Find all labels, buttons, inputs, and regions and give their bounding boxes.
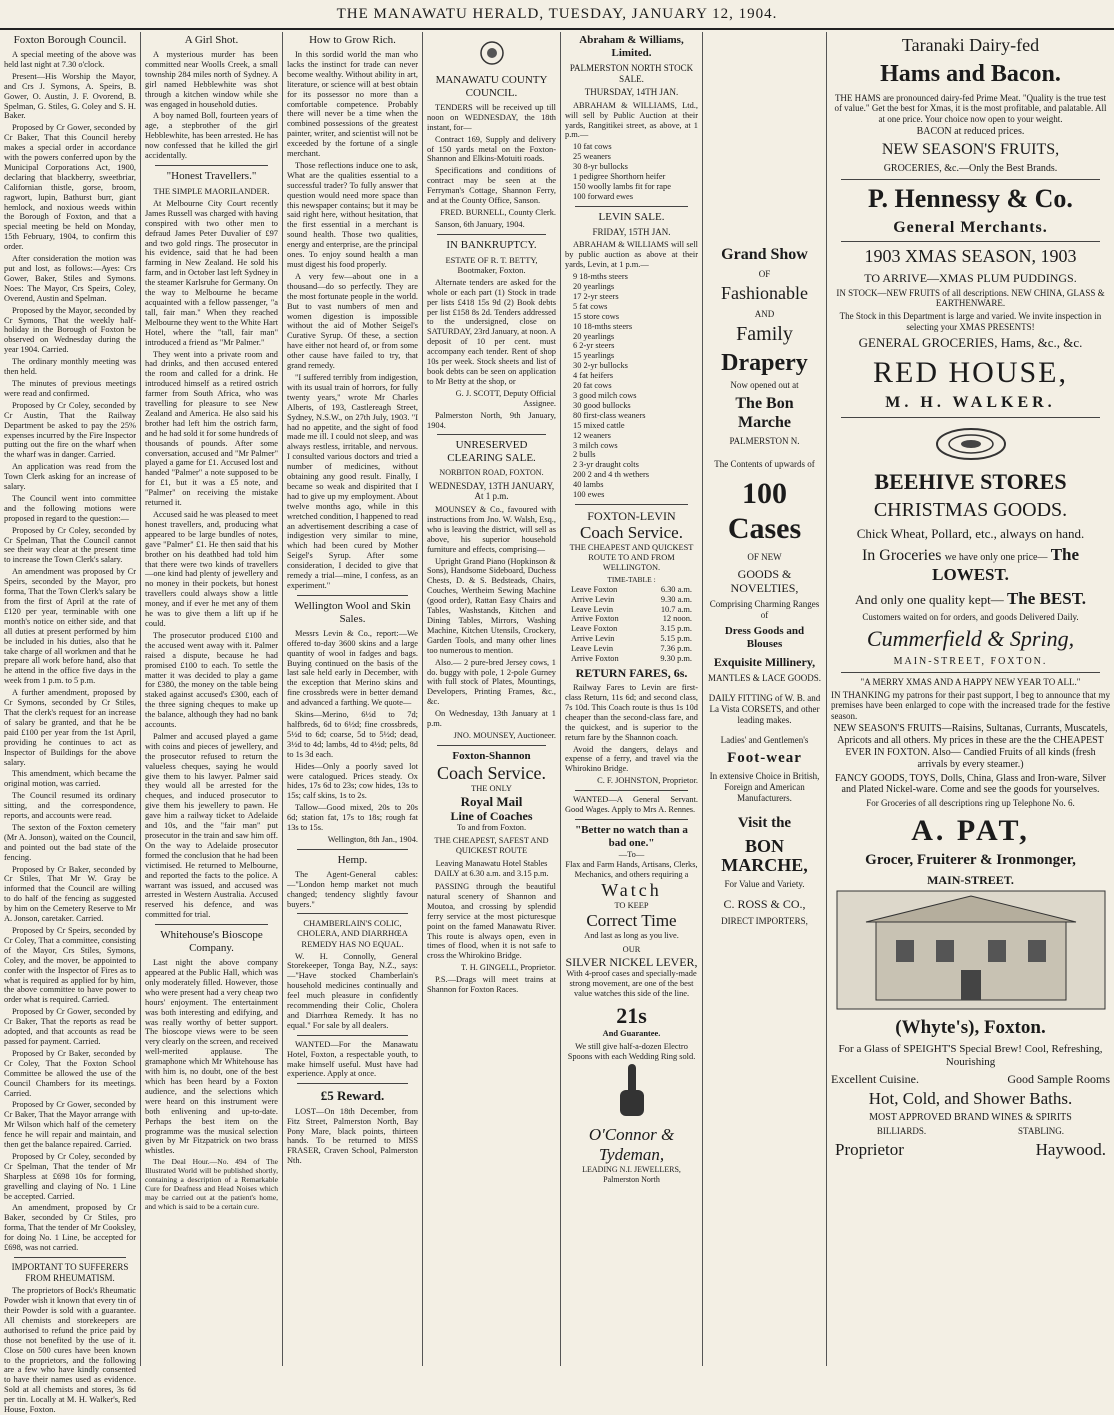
divider (297, 849, 408, 850)
bankruptcy-head: IN BANKRUPTCY. (446, 238, 537, 251)
watch-spoons: We still give half-a-dozen Electro Spoons with each Wedding Ring sold. (567, 1042, 696, 1062)
watch-guarantee: And Guarantee. (602, 1028, 661, 1038)
wanted-ad: WANTED—A General Servant. Good Wages. Apply to Mrs A. Rennes. (565, 795, 698, 815)
list-item: 25 weaners (573, 152, 611, 162)
council-paragraph: Proposed by Cr Speirs, seconded by Cr Coley, That a committee, consisting of the Mayor, Crs Stiles, Symons, Coley, and the mover, be appointed to confer with the Inspector of Fires as to what is required as applied for by him, the above committee to have power to order what is required. Carried. (4, 926, 136, 1005)
timetable (565, 585, 698, 664)
list-item: 2 bulls (573, 450, 596, 460)
levin-head: LEVIN SALE. (598, 210, 665, 223)
paragraph: A boy named Boll, fourteen years of age, a stepbrother of the girl Hebblewhite, has been arrested. He has now confessed that he killed the girl accidentally. (145, 111, 278, 161)
list-item: 30 good bullocks (573, 400, 631, 410)
watch-flax: Flax and Farm Hands, Artisans, Clerks, Mechanics, and others requiring a (565, 859, 698, 879)
signature: T. H. GINGELL, Proprietor. (461, 963, 556, 973)
council-paragraph: Proposed by Cr Coley, seconded by Cr Spelman, That the tender of Mr Sharpless at £698 10s for forming, gravelling and claying of No. 1 Line be accepted. Carried. (4, 1151, 136, 1201)
haywood: Haywood. (1035, 1139, 1106, 1159)
timetable-time: 5.15 p.m. (660, 634, 692, 644)
list-item: 2 3-yr draught colts (573, 460, 639, 470)
hams-bacon: Hams and Bacon. (880, 61, 1061, 88)
paragraph: ABRAHAM & WILLIAMS, Ltd., will sell by Public Auction at their yards, Rangitikei street, as above, at 1 p.m.— (565, 100, 698, 140)
chamberlain-head: CHAMBERLAIN'S COLIC, CHOLERA, AND DIARRHŒA REMEDY HAS NO EQUAL. (297, 918, 408, 949)
council-paragraph: An amendment, proposed by Cr Baker, seconded by Cr Stiles, pro forma, That the tender of Mr Cooksley, for doing No. 1 Line, be accepted for £698, was not carried. (4, 1203, 136, 1253)
timetable-stop: Leave Foxton (571, 624, 618, 634)
coach-ad (427, 750, 556, 879)
wanted-ad: WANTED—For the Manawatu Hotel, Foxton, a respectable youth, to make himself useful. Must have had experience. Apply at once. (287, 1039, 418, 1079)
arrive: TO ARRIVE—XMAS PLUM PUDDINGS. (864, 270, 1077, 285)
mantles: MANTLES & LACE GOODS. (707, 672, 821, 683)
timetable-time: 6.30 a.m. (660, 584, 692, 594)
quality-line (831, 589, 1110, 609)
divider (575, 206, 688, 207)
council-paragraph: An application was read from the Town Clerk asking for an increase of salary. (4, 462, 136, 492)
divider (841, 417, 1100, 418)
walker: M. H. WALKER. (885, 393, 1056, 411)
family: Family (736, 323, 793, 346)
column-merchants (826, 32, 1114, 1366)
thanking: IN THANKING my patrons for their past support, I beg to announce that my premises have been enlarged to cope with the increased trade for the festive season. (831, 689, 1110, 721)
hemp-title: Hemp. (337, 853, 368, 866)
timetable-time: 7.36 p.m. (660, 644, 692, 654)
column-grow-rich (282, 32, 422, 1366)
sale-place: NORBITON ROAD, FOXTON. (439, 468, 544, 478)
watch-price: 21s (616, 1002, 647, 1028)
paragraph: The Deal Hour.—No. 494 of The Illustrated World will be published shortly, containing a description of a Remarkable Cure for Deafness and Head Noises which may be carried out at the patient's home, and which is said to be a certain cure. (145, 1157, 278, 1211)
divider (575, 790, 688, 791)
story-paragraph: At Melbourne City Court recently James Russell was charged with having conspired with two other men to defraud James Peter Duvalier of £97 and two gold rings. The prosecutor in his evidence, said that he had been farming in New Zealand. He sold his farm, and in October last left Sydney in the steamer Karlsruhe for Germany. On the way to Melbourne he became acquainted with a fellow passenger, "a tall, fair man." When they reached Melbourne they went to the White Hart Hotel, where the "tall, fair man" introduced a friend as "Mr Palmer." (145, 198, 278, 347)
paragraph: Skins—Merino, 6½d to 7d; halfbreds, 6d to 6½d; fine crossbreds, 5½d to 6d; coarse, 5d to 5½d; dead, 3½d to 4d; lambs, 4d to 4½d; pelts, 8d to 1s 3d each. (287, 710, 418, 759)
list-item: 3 milch cows (573, 440, 618, 450)
watch-word: Watch (601, 879, 662, 900)
levin-list (565, 272, 698, 500)
coach-leaving: Leaving Manawatu Hotel Stables DAILY at 6.30 a.m. and 3.15 p.m. (434, 859, 549, 879)
bacon: BACON at reduced prices. (916, 126, 1025, 138)
coach-only: THE ONLY (471, 784, 512, 794)
paragraph: Those reflections induce one to ask, What are the qualities essential to a successful trader? To fully answer that question would need more space than this newspaper contains; but it may be said right here, without hesitation, that the first essential in a merchant is sound health. Those two qualities, energy and enterprise, are the principal ones. To enjoy sound health a man must digest his food properly. (287, 160, 418, 269)
council-paragraph: Proposed by Cr Baker, seconded by Cr Stiles, That Mr W. Gray be informed that the Council are willing to do half of the fencing as suggested by him on the Cemetery Reserve to Mr A. Jonson, caretaker. Carried. (4, 864, 136, 924)
council-paragraph: This amendment, which became the original motion, was carried. (4, 769, 136, 789)
estate: ESTATE OF R. T. BETTY, Bootmaker, Foxton. (445, 254, 538, 275)
merry-xmas: "A MERRY XMAS AND A HAPPY NEW YEAR TO ALL." (860, 676, 1081, 687)
timetable-stop: Arrive Foxton (571, 614, 619, 624)
list-item: 5 fat cows (573, 301, 608, 311)
council-paragraph: A further amendment, proposed by Cr Symons, seconded by Cr Stiles, That the clerk's request for an increase of salary be granted, and that he be paid £100 per year from the 1st April, providing he continues to act as Inspector of Buildings for the above salary. (4, 688, 136, 767)
story-paragraph: Accused said he was pleased to meet honest travellers, and, producing what appeared to be large bundles of notes, gave "Palmer" £1. He then said that his brother on his deathbed had told him that there were two kinds of travellers—one kind had plenty of jewellery and no money in their pockets, but honest travellers could always show a little money, and if ever he met any of them he was to give them a lift up if he could. (145, 510, 278, 628)
masthead: THE MANAWATU HERALD, TUESDAY, JANUARY 12, 1904. (0, 0, 1114, 30)
oconnor: O'Connor & Tydeman, (588, 1125, 675, 1165)
honest-story (145, 199, 278, 920)
council-paragraph: Proposed by Cr Baker, seconded by Cr Coley, That the Foxton School Committee be allowed the use of the Council Chambers for its meetings. Carried. (4, 1048, 136, 1098)
timetable-stop: Leave Levin (571, 644, 614, 654)
visit: Visit the (737, 815, 792, 832)
coach-big: Coach Service. (437, 762, 546, 783)
timetable-stop: Arrive Levin (571, 634, 615, 644)
paragraph: Contract 169, Supply and delivery of 150 yards metal on the Foxton-Shannon and Elkins-Motuiti roads. (427, 134, 556, 164)
hotel-illustration (836, 890, 1106, 1010)
watch-to: —To— (618, 849, 645, 859)
cummerfield: Cummerfield & Spring, (866, 626, 1075, 652)
christmas-goods: CHRISTMAS GOODS. (873, 498, 1068, 521)
rheum-text: The proprietors of Bock's Rheumatic Powder wish it known that every tin of their Powder is sold with a guarantee. All chemists and storekeepers are authorised to refund the price paid by those not benefited by the use of it. Close on 500 cures have been known to the proprietors, and the following are a few who have kindly consented to have their names used as evidence. Sold at all chemists and stores, 3s 6d per tin. Locally at M. H. Walker's, Red House, Foxton. (4, 1286, 136, 1415)
bioscope-title: Whitehouse's Bioscope Company. (160, 929, 263, 955)
timetable-time: 12 noon. (662, 614, 692, 624)
main-street-2: MAIN-STREET. (927, 872, 1014, 887)
divider (437, 745, 546, 746)
fancy-goods: FANCY GOODS, TOYS, Dolls, China, Glass and Iron-ware, Silver and Plated Nickel-ware. Come and see the goods for yourselves. (834, 772, 1106, 796)
paragraph: Tallow—Good mixed, 20s to 20s 6d; station fat, 17s to 18s; rough fat 13s to 15s. (287, 803, 418, 833)
list-item: 15 mixed cattle (573, 420, 625, 430)
bon-marche-2: BON MARCHE, (721, 835, 808, 875)
list-item: 20 fat cows (573, 381, 612, 391)
column-notices (422, 32, 560, 1366)
timetable-time: 3.15 p.m. (660, 624, 692, 634)
timetable-title: TIME-TABLE : (607, 574, 656, 584)
red-house: RED HOUSE, (872, 355, 1068, 389)
sale-date: WEDNESDAY, 13TH JANUARY, At 1 p.m. (428, 480, 555, 502)
column-council (0, 32, 140, 1415)
signature: JNO. MOUNSEY, Auctioneer. (453, 730, 556, 740)
paragraph: Wellington, 8th Jan., 1904. (327, 834, 418, 844)
in-stock: IN STOCK—NEW FRUITS of all descriptions. NEW CHINA, GLASS & EARTHENWARE. (836, 287, 1105, 309)
stock-department: The Stock in this Department is large and varied. We invite inspection in selecting your XMAS PRESENTS! (839, 311, 1102, 332)
best: The BEST. (1006, 588, 1087, 608)
divider (297, 1035, 408, 1036)
paragraph: PASSING through the beautiful natural scenery of Shannon and Moutoa, and crossing by splendid ferry service at the most picturesque point on the famed Manawatu River. This route is always open, even in times of flood, when it is not safe to cross the Whirokino Bridge. (427, 881, 556, 961)
watch-slogan: "Better no watch than a bad one." (575, 824, 688, 849)
council-paragraph: Proposed by Cr Coley, seconded by Cr Spelman, That the Council cannot see their way clear at the present time to increase the Town Clerk's salary. (4, 525, 136, 565)
council-paragraph: After consideration the motion was put and lost, as follows:—Ayes: Crs Gower, Baker, Stiles and Symons. Noes: The Mayor, Crs Speirs, Coley, Overend, Austin and Spelman. (4, 254, 136, 303)
list-item: 80 first-class weaners (573, 410, 646, 420)
paragraph: W. H. Connolly, General Storekeeper, Tonga Bay, N.Z., says:—"Have stocked Chamberlain's household medicines continually and feel much pleasure in confidently recommending their Colic, Cholera and Diarrhœa Remedy. It has no equal." For sale by all dealers. (287, 951, 418, 1030)
council-paragraph: The Council resumed its ordinary sitting, and the correspondence, reports, and accounts were read. (4, 791, 136, 821)
we-only: we have only one price— (944, 551, 1048, 563)
general-merchants: General Merchants. (893, 218, 1048, 236)
baths: Hot, Cold, and Shower Baths. (868, 1089, 1073, 1109)
timetable-row (565, 595, 698, 605)
council-paragraph: Proposed by Cr Gower, seconded by Cr Baker, That the Mayor arrange with Mr Wilson which half of the cemetery fence he will repair and maintain, and then get the balance repaired. Carried. (4, 1100, 136, 1150)
list-item: 12 weaners (573, 430, 611, 440)
coach-royal: Royal Mail (460, 793, 523, 809)
hennessy: P. Hennessy & Co. (868, 183, 1073, 213)
watch-correct: Correct Time (586, 910, 677, 930)
of-new: OF NEW (747, 552, 782, 563)
paragraph: Alternate tenders are asked for the whole or each part (1) Stock in trade per lists £418 15s 9d (2) Book debts per list £158 8s 2d. Tenders addressed to the undersigned, close on SATURDAY, 23rd January, at noon. A deposit of 10 per cent. must accompany each tender. Rent of shop 10s per week. Stock sheets and list of book debts can be seen on application to Mr Betty at the shop, or (427, 277, 556, 386)
divider (155, 165, 268, 166)
signature: C. F. JOHNSTON, Proprietor. (597, 776, 698, 786)
grand-show: Grand Show (721, 246, 808, 263)
goods-novelties: GOODS & NOVELTIES, (730, 567, 799, 596)
council-paragraph: Proposed by Cr Gower, seconded by Cr Baker, That the reports as read be adopted, and that accounts as read be passed for payment. Carried. (4, 1007, 136, 1046)
divider (297, 1083, 408, 1084)
paragraph: Upright Grand Piano (Hopkinson & Sons), Handsome Sideboard, Duchess Chests, D. & S. Bedsteads, Chairs, Couches, Wertheim Sewing Machine (good order), Rattan Easy Chairs and Tables, Washstands, Kitchen and Dining Tables, Mirrors, Washing Machine, Kitchen Utensils, Crockery, Garden Tools, and many other lines too numerous to mention. (427, 556, 556, 655)
lowest: The LOWEST. (932, 544, 1080, 585)
and-only: And only one quality kept— (854, 591, 1004, 607)
direct-importers: DIRECT IMPORTERS, (721, 915, 808, 926)
council-paragraphs (4, 50, 136, 1253)
paragraph: A mysterious murder has been committed near Woolls Creek, a small township 284 miles north of Sydney. A girl named Hebblewhite was shot through a kitchen window while she was engaged in household duties. (145, 49, 278, 109)
paragraph: Last night the above company appeared at the Public Hall, which was only moderately filled. However, those who were present had a very cheap two hours' enjoyment. The entertainment was both interesting and edifying, and was really worthy of better support. The bioscope views were to be seen very clearly on the screen, and received well-merited applause. The gramaphone which Mr Whitehouse has with him is, no doubt, one of the best which has been heard by a Foxton audience, and the selections which were heard on this instrument were both enlivening and up-to-date. Perhaps the best item on the programme was the musical selection given by Mr Fitzpatrick on two brass whistles. (145, 958, 278, 1156)
reward-text: LOST—On 18th December, from Fitz Street, Palmerston North, Bay Pony Mare, black points, thirteen hands. To be returned to MISS FRASER, Craven School, Palmerston Nth. (287, 1106, 418, 1166)
council-paragraph: Proposed by the Mayor, seconded by Cr Symons, That the weekly half-holiday in the Borough of Foxton be observed on Wednesday during the year 1904. Carried. (4, 305, 136, 355)
paragraph: Messrs Levin & Co., report:—We offered to-day 3600 skins and a large quantity of wool in fadges and bags. Buying continued on the basis of the last sale held early in December, with the exception that Merino skins and fine crossbreds were in better demand and advanced a farthing. We quote— (287, 628, 418, 708)
ladies: Ladies' and Gentlemen's (720, 735, 809, 746)
rheum-head: IMPORTANT TO SUFFERERS FROM RHEUMATISM. (11, 1262, 129, 1283)
paragraph: TENDERS will be received up till noon on WEDNESDAY, the 18th instant, for— (427, 102, 556, 132)
paragraph: ABRAHAM & WILLIAMS will sell by public auction as above at their yards, Levin, at 1 p.m.— (565, 240, 698, 270)
firm: Abraham & Williams, Limited. (579, 34, 684, 59)
beehive-icon (911, 422, 1031, 462)
council-paragraph: Proposed by Cr Coley, seconded by Cr Austin, That the Railway Department be asked to pay the 25% expenses incurred by the Fire Inspector putting out the fire on the wharf when the wharf was in danger. Carried. (4, 400, 136, 460)
billiards: BILLIARDS. (876, 1126, 927, 1137)
stock-list (565, 142, 698, 201)
beehive-stores: BEEHIVE STORES (874, 468, 1067, 494)
coach-to: To and from Foxton. (456, 823, 527, 833)
wool-title: Wellington Wool and Skin Sales. (294, 599, 411, 625)
dress-goods: Dress Goods and Blouses (724, 624, 805, 650)
of: OF (758, 268, 771, 279)
timetable-row (565, 634, 698, 644)
levin-date: FRIDAY, 15TH JAN. (592, 226, 671, 237)
grocer: Grocer, Fruiterer & Ironmonger, (865, 852, 1076, 869)
list-item: 4 fat heifers (573, 371, 613, 381)
divider (575, 504, 688, 505)
paragraph: MOUNSEY & Co., favoured with instructions from Jno. W. Walsh, Esq., who is leaving the district, will sell as above, his superior household furniture and effects, comprising— (427, 505, 556, 554)
timetable-time: 9.30 a.m. (660, 594, 692, 604)
divider (575, 819, 688, 820)
pointing-hand-icon (612, 1062, 652, 1122)
list-item: 150 woolly lambs fit for rape (573, 182, 671, 192)
stabling: STABLING. (1018, 1126, 1065, 1137)
list-item: 1 pedigree Shorthorn heifer (573, 172, 666, 182)
rich-title: How to Grow Rich. (309, 34, 396, 46)
divider (297, 913, 408, 914)
fashionable: Fashionable (721, 283, 808, 304)
watch-with: With 4-proof cases and specially-made strong movement, are one of the best value watches this side of the line. (566, 968, 697, 998)
list-item: 100 forward ewes (573, 191, 633, 201)
list-item: 100 ewes (573, 490, 605, 500)
council-head: MANAWATU COUNTY COUNCIL. (435, 74, 548, 99)
fares: RETURN FARES, 6s. (575, 665, 688, 680)
list-item: 20 yearlings (573, 282, 615, 292)
coach-head: FOXTON-LEVIN (587, 508, 676, 523)
cuisine: Excellent Cuisine. (831, 1072, 919, 1087)
list-item: 6 2-yr steers (573, 341, 615, 351)
story-paragraph: The prosecutor produced £100 and the accused went away with it. Palmer raised a dispute, because he had promised £100 to each. To settle the matter it was decided to play a game for £380, the money on the table being staked against accused's £300, each of the three signing cheques to make up the balance, although they had no bank accounts. (145, 630, 278, 730)
list-item: 10 fat cows (573, 142, 612, 152)
stock-head: PALMERSTON NORTH STOCK SALE. (569, 62, 694, 84)
list-item: 20 yearlings (573, 331, 615, 341)
paragraph: P.S.—Drags will meet trains at Shannon for Foxton Races. (427, 975, 556, 995)
paragraph: A very few—about one in a thousand—do so perfectly. They are the most fortunate people in the world. But to vast numbers of men and women digestion is impossible without the aid of Mother Seigel's Curative Syrup. Of these, a section have either not heard of, or from some other cause have failed to try, that grand remedy. (287, 271, 418, 371)
stock-date: THURSDAY, 14TH JAN. (584, 87, 679, 98)
timetable-time: 9.30 p.m. (660, 654, 692, 664)
council-paragraph: A special meeting of the above was held last night at 7.30 o'clock. (4, 49, 136, 69)
proprietor-line (831, 1140, 1110, 1160)
timetable-time: 10.7 a.m. (660, 604, 692, 614)
council-paragraph: Present—His Worship the Mayor, and Crs J. Symons, A. Speirs, B. Gower, O. Austin, J. F. Ovorend, B. Spelman, G. Stiles, G. Coley and S. H. Baker. (4, 71, 136, 121)
column-bon-marche (702, 32, 826, 1366)
and: AND (754, 308, 775, 319)
council-title: Foxton Borough Council. (13, 34, 127, 46)
levin-coach-ad (565, 509, 698, 585)
divider (841, 672, 1100, 673)
billiards-line (831, 1126, 1110, 1137)
sale-head: UNRESERVED CLEARING SALE. (447, 439, 536, 465)
divider (841, 241, 1100, 242)
jewellers: LEADING N.I. JEWELLERS, Palmerston North (582, 1165, 681, 1184)
watch-our: OUR (622, 944, 641, 954)
divider (14, 1257, 126, 1258)
council-paragraph: The minutes of previous meetings were read and confirmed. (4, 378, 136, 398)
cuisine-line (831, 1072, 1110, 1086)
paragraph: Also.— 2 pure-bred Jersey cows, 1 do. buggy with pole, 1 2-pole Gurney with full stock of Plates, Mountings, Developers, Printing Frames, &c., &c. (427, 657, 556, 707)
watch-keep: TO KEEP (614, 900, 649, 910)
groceries: GROCERIES, &c.—Only the Best Brands. (883, 163, 1058, 175)
story-paragraph: They went into a private room and had drinks, and then accused entered the room and called for a drink. He introduced himself as a retired ostrich farmer from South Africa, who was travelling for pleasure to see New Zealand and America. He also said his brother had left him the ostrich farm, and he had sold it for some hundreds of thousands of pounds. After some conversation, accused and "Mr Palmer" played a game for £1. Accused lost and handed "Palmer" a note supposed to be for £1, but it was a £5 note, and "Palmer" on receiving the mistake returned it. (145, 349, 278, 508)
coach-big: Coach Service. (580, 523, 683, 543)
date: Sanson, 6th January, 1904. (435, 219, 525, 229)
timetable-row (565, 614, 698, 624)
main-street: MAIN-STREET, FOXTON. (893, 656, 1048, 668)
honest-sub: THE SIMPLE MAORILANDER. (153, 185, 270, 196)
list-item: 200 2 and 4 th wethers (573, 470, 650, 480)
list-item: 9 18-mths steers (573, 272, 628, 282)
timetable-row (565, 654, 698, 664)
general-groceries: GENERAL GROCERIES, Hams, &c., &c. (858, 335, 1083, 351)
sample-rooms: Good Sample Rooms (1007, 1072, 1110, 1087)
timetable-row (565, 624, 698, 634)
proprietor: Proprietor (835, 1139, 904, 1159)
signature: G. J. SCOTT, Deputy Official Assignee. (455, 388, 556, 408)
date: Palmerston North, 9th January, 1904. (427, 410, 556, 430)
story-paragraph: Palmer and accused played a game with coins and pieces of jewellery, and the prosecutor refused to return the valueless cheques, saying he would give them to his lawyer. Palmer said they would all be arrested for the cheques, and induced prosecutor to give them his jewellery to pawn. He gave him a railway ticket to Adelaide and 10s, and the "fair man" put prosecutor in the train and saw him off. On the way to Adelaide prosecutor formed the conclusion that he had been victimised. He returned to Melbourne, and reported the facts to the police. A warrant was issued, and accused was arrested in Western Australia. Accused reserved his defence, and was committed for trial. (145, 731, 278, 920)
coach-head: Foxton-Shannon (452, 749, 531, 762)
ross: C. ROSS & CO., (723, 897, 806, 912)
council-paragraph: The sexton of the Foxton cemetery (Mr A. Jonson), waited on the Council, and pointed out the bad state of the fencing. (4, 822, 136, 862)
new-season-fruits: NEW SEASON'S FRUITS—Raisins, Sultanas, Currants, Muscatels, Apricots and all others. My prices in these are the the CHEAPEST EVER IN FOXTON. Also— Candied Fruits of all kinds (fresh arrivals by every steamer.) (833, 723, 1108, 770)
divider (437, 234, 546, 235)
list-item: 17 2-yr steers (573, 291, 619, 301)
column-stock (560, 32, 702, 1366)
paragraph: Hides—Only a poorly saved lot were catalogued. Prices steady. Ox hides, 17s 6d to 23s; cow hides, 13s to 15s; calf skins, 1s to 2s. (287, 761, 418, 801)
list-item: 30 8-yr bullocks (573, 162, 628, 172)
bon-marche: The Bon Marche (735, 394, 794, 431)
contents: The Contents of upwards of (714, 459, 815, 470)
paragraph: Avoid the dangers, delays and expense of a ferry, and travel via the Whirokino Bridge. (565, 744, 698, 774)
divider (841, 179, 1100, 180)
timetable-row (565, 644, 698, 654)
crest-icon (472, 38, 512, 68)
signature: FRED. BURNELL, County Clerk. (440, 208, 556, 217)
council-paragraph: The Council went into committee and the following motions were proposed in regard to the question:— (4, 493, 136, 523)
comprising: Comprising Charming Ranges of (709, 599, 820, 620)
timetable-stop: Leave Levin (571, 604, 614, 614)
watch-last: And last as long as you live. (584, 930, 679, 940)
paragraph: On Wednesday, 13th January at 1 p.m. (427, 709, 556, 729)
reward-title: £5 Reward. (320, 1088, 385, 1104)
groceries-line (831, 545, 1110, 586)
paragraph: In this sordid world the man who lacks the instinct for trade can never become wealthy. Without ability in art, literature, or science will at best obtain for its possessor no more than a comfortable competence. Probably there will never be a time when the combined possessions of the greatest painter, writer, and scientist will not be exceeded by the fortune of a single merchant. (287, 49, 418, 159)
footwear: Foot-wear (727, 749, 802, 766)
divider (297, 595, 408, 596)
watch-ad (565, 824, 698, 1184)
timetable-stop: Leave Foxton (571, 584, 618, 594)
coach-sub: THE CHEAPEST AND QUICKEST ROUTE TO AND FROM WELLINGTON. (569, 543, 694, 572)
list-item: 3 good milch cows (573, 391, 637, 400)
drapery: Drapery (721, 349, 808, 376)
divider (155, 924, 268, 925)
divider (437, 434, 546, 435)
in-groceries: In Groceries (861, 546, 942, 564)
corsets: DAILY FITTING of W. B. and La Vista CORSETS, and other leading makes. (708, 693, 821, 725)
paragraph: Railway Fares to Levin are first-class Return, 11s 6d; and second class, 7s 10d. This Coach route is thus 1s 10d cheaper than the second-class fare, and the quickest, and is superior to the return fare by the Shannon coach. (565, 683, 698, 742)
honest-title: "Honest Travellers." (166, 169, 257, 182)
council-paragraph: Proposed by Cr Gower, seconded by Cr Baker, That this Council hereby makes a special order in accordance with the powers conferred upon by the Municipal Corporations Act, 1900, declaring that blackberry, sweetbriar, Californian thistle, gorse, broom, ragwort, lupin, Bathurst burr, giant hemlock, and noxious weeds within the Borough of Foxton, and that a special meeting be held on Monday, 15th February, 1904, to confirm this order. (4, 123, 136, 252)
paragraph: Specifications and conditions of contract may be seen at the Ferryman's Cottage, Shannon Ferry, and at the County Office, Sanson. (427, 166, 556, 206)
coach-cheapest: THE CHEAPEST, SAFEST AND QUICKEST ROUTE (434, 836, 549, 856)
girl-title: A Girl Shot. (184, 34, 239, 46)
xmas-season: 1903 XMAS SEASON, 1903 (864, 246, 1077, 267)
value: For Value and Variety. (724, 878, 805, 889)
taranaki: Taranaki Dairy-fed (901, 35, 1040, 55)
ring-up: For Groceries of all descriptions ring up Telephone No. 6. (866, 798, 1075, 809)
paragraph: "I suffered terribly from indigestion, with its usual train of horrors, for fully twenty years," wrote Mr Charles Alberts, of 193, Castlereagh Street, Sydney, N.S.W., on 27th July, 1903. "I had no appetite, and the sight of food made me ill. I could not sleep, and was always restless, irritable, and nervous. I consulted various doctors and tried a number of medicines, without obtaining any good result. Finally, I became so weak and dispirited that I had to give up my employment. About twelve months ago, while in this wretched condition, I happened to read an advertisement describing a case of indigestion very similar to mine, which had been cured by Mother Seigel's Syrup. After some consideration, I decided to give that remedy a trial—mine, I confess, as an experiment." (287, 372, 418, 590)
whytes: (Whyte's), Foxton. (895, 1016, 1046, 1038)
extensive: In extensive Choice in British, Foreign and American Manufacturers. (709, 771, 820, 803)
list-item: 15 yearlings (573, 351, 615, 361)
timetable-stop: Arrive Foxton (571, 654, 619, 664)
a-pat: A. PAT, (911, 813, 1030, 847)
hundred-cases: 100 Cases (727, 476, 802, 546)
speights: For a Glass of SPEIGHT'S Special Brew! Cool, Refreshing, Nourishing (838, 1043, 1103, 1069)
timetable-row (565, 585, 698, 595)
watch-silver: SILVER NICKEL LEVER, (565, 954, 698, 969)
timetable-row (565, 605, 698, 615)
list-item: 15 store cows (573, 311, 620, 321)
paragraph: The Agent-General cables:—"London hemp market not much changed; tendency slightly favour buyers." (287, 869, 418, 909)
coach-line: Line of Coaches (450, 809, 533, 824)
timetable-stop: Arrive Levin (571, 594, 615, 604)
palmerston: PALMERSTON N. (729, 436, 800, 447)
fruits: NEW SEASON'S FRUITS, (881, 141, 1060, 159)
millinery: Exquisite Millinery, (713, 654, 816, 669)
now-opened: Now opened out at (730, 380, 799, 391)
chick-wheat: Chick Wheat, Pollard, etc., always on hand. (856, 526, 1085, 542)
column-girl-shot (140, 32, 282, 1366)
list-item: 40 lambs (573, 480, 604, 490)
customers: Customers waited on for orders, and goods Delivered Daily. (862, 611, 1079, 622)
council-paragraph: An amendment was proposed by Cr Speirs, seconded by the Mayor, pro forma, That the Town Clerk's salary be from the first of April at the rate of £120 per year, terminable with one month's notice on either side, and that all duties at present performed by him be included in his duties, also that he take charge of all workmen and that he prepare all work before hand, also that he attend in the office five days in the week from 1 p.m. to 5 p.m. (4, 567, 136, 686)
hams-text: THE HAMS are pronounced dairy-fed Prime Meat. "Quality is the true test of value." Get the best for Xmas, it is the most profitable, and palatable. All at one price. Your choice now open to your weight. (834, 92, 1107, 124)
council-paragraph: The ordinary monthly meeting was then held. (4, 357, 136, 377)
list-item: 10 18-mths steers (573, 321, 633, 331)
list-item: 30 2-yr bullocks (573, 361, 628, 371)
wines: MOST APPROVED BRAND WINES & SPIRITS (869, 1112, 1072, 1124)
